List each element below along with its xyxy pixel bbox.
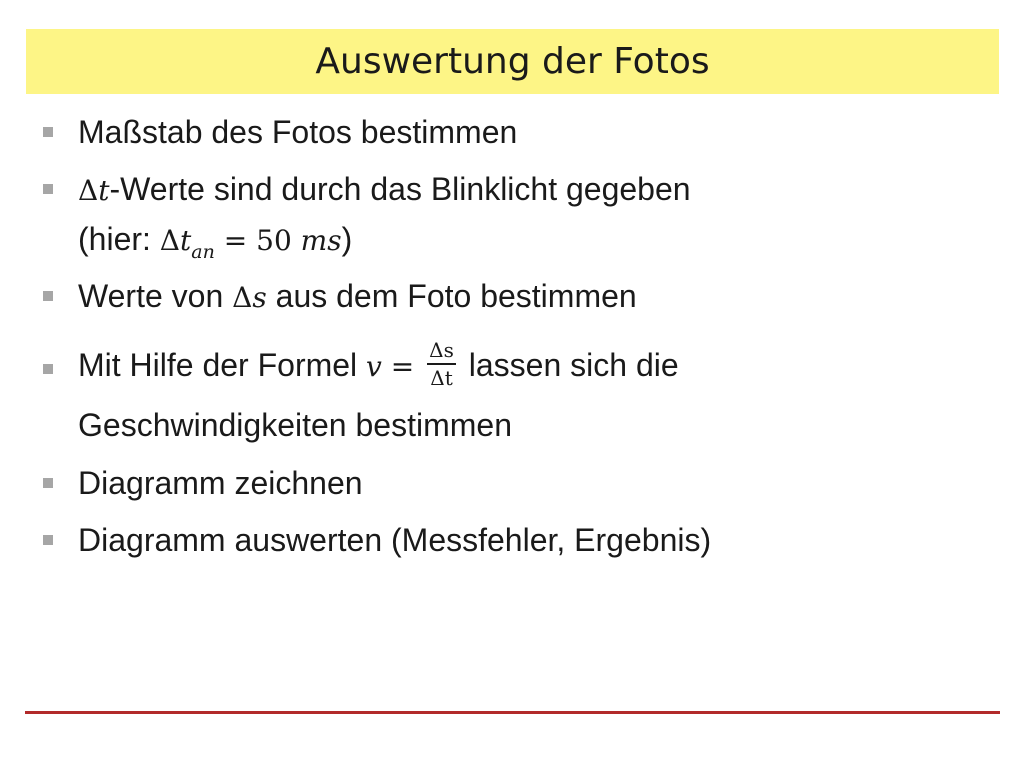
bullet-marker <box>43 291 53 301</box>
list-item-text: aus dem Foto bestimmen <box>266 278 637 314</box>
list-item <box>78 337 679 394</box>
list-item <box>78 459 363 507</box>
title-bar <box>26 29 999 94</box>
fraction-denominator: Δt <box>430 365 453 390</box>
math-expression: $\Delta t_{an} = 50$ ms <box>159 224 342 263</box>
list-item-text: Diagramm zeichnen <box>78 465 363 501</box>
slide-title: Auswertung der Fotos <box>315 41 710 82</box>
list-item <box>78 516 711 564</box>
fraction <box>427 338 456 390</box>
bullet-marker <box>43 478 53 488</box>
bullet-marker <box>43 364 53 374</box>
list-item-text: ) <box>341 221 353 257</box>
list-item-text: (hier: <box>78 221 160 257</box>
math-expression: Δt <box>78 174 110 207</box>
list-item <box>78 165 691 268</box>
list-item-text: Geschwindigkeiten bestimmen <box>78 407 512 443</box>
list-item-text: Mit Hilfe der Formel <box>78 347 367 383</box>
bullet-marker <box>43 535 53 545</box>
bullet-marker <box>43 127 53 137</box>
list-item <box>78 108 517 156</box>
list-item-text: Maßstab des Fotos bestimmen <box>78 114 518 150</box>
list-item-text: Werte von <box>78 278 233 314</box>
list-item-continuation <box>78 401 512 449</box>
math-expression: v = <box>366 350 424 383</box>
bullet-marker <box>43 184 53 194</box>
list-item-text: lassen sich die <box>459 347 679 383</box>
list-item-text: -Werte sind durch das Blinklicht gegeben <box>109 171 691 207</box>
footer-divider <box>25 711 1000 714</box>
list-item <box>78 272 637 322</box>
fraction-numerator: Δs <box>427 338 456 365</box>
list-item-text: Diagramm auswerten (Messfehler, Ergebnis) <box>78 522 712 558</box>
math-expression: Δs <box>232 281 267 314</box>
